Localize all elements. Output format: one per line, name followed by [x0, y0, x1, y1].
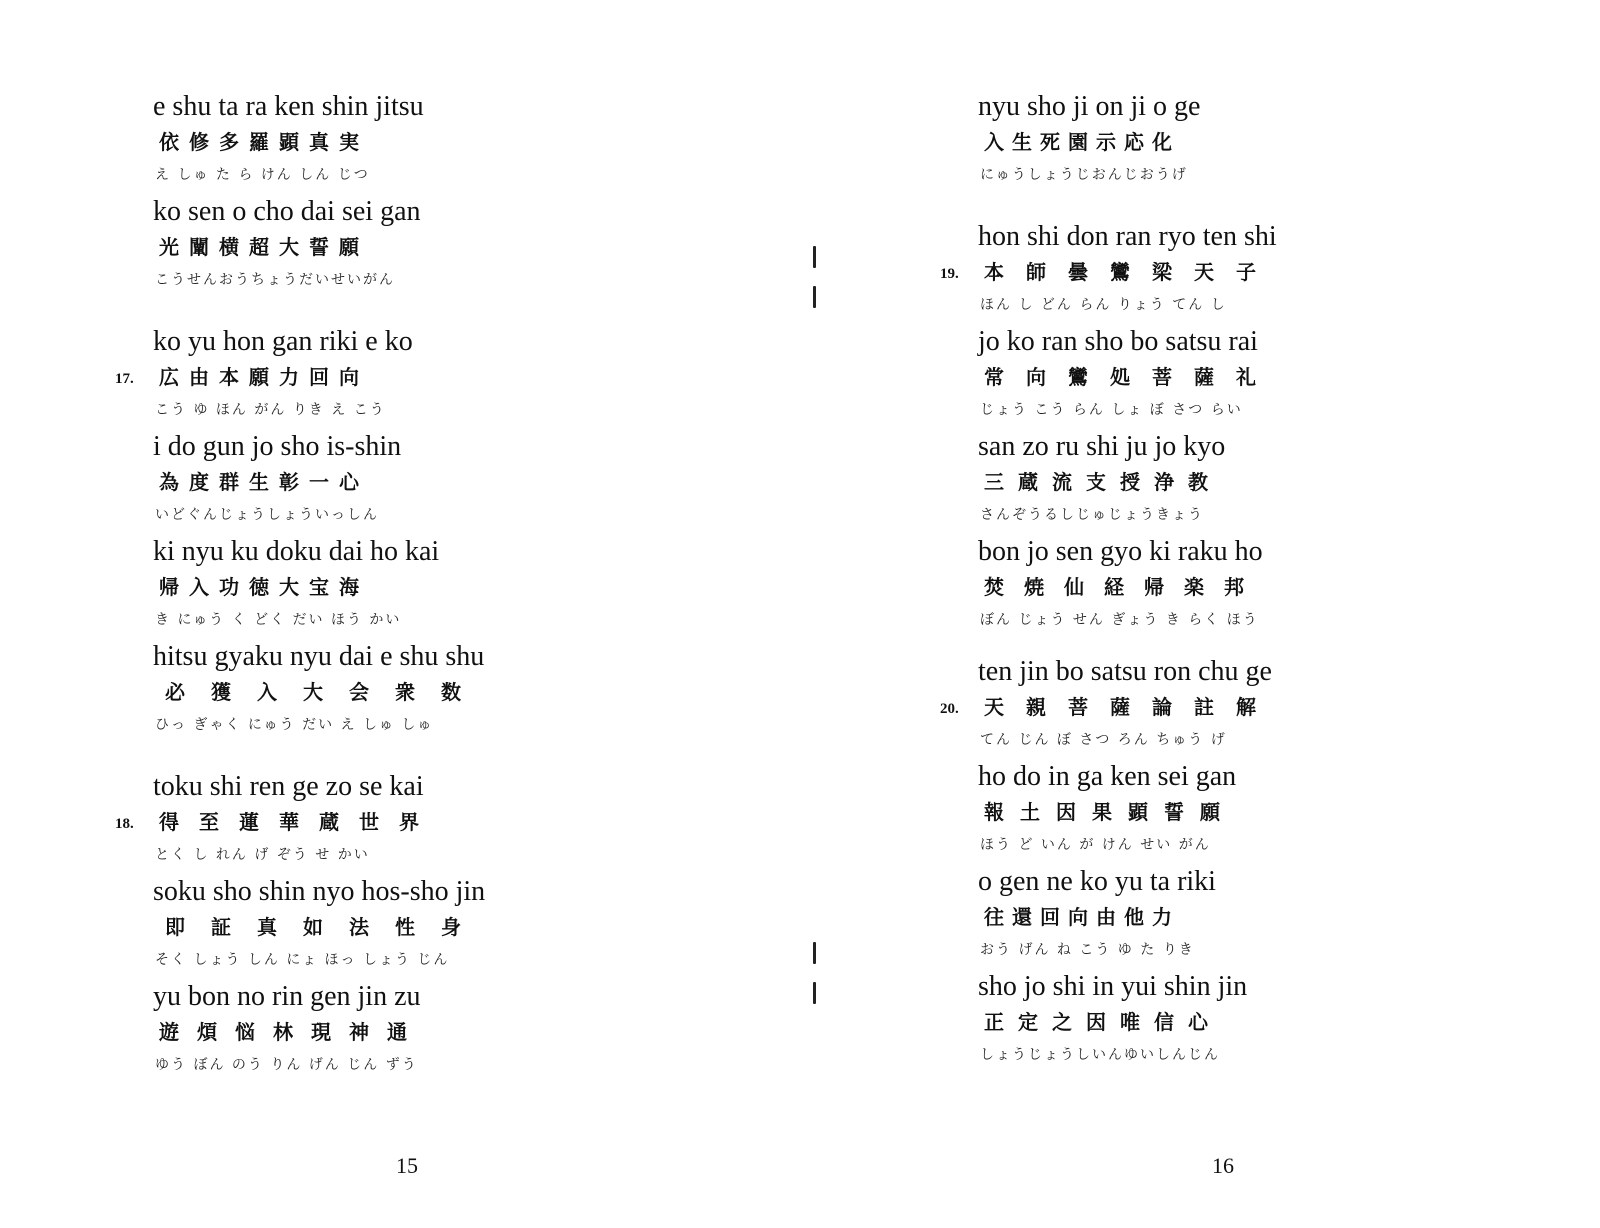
kanji-text: 光闡横超大誓願: [159, 235, 369, 259]
kana-text: さんぞうるしじゅじょうきょう: [980, 507, 1204, 523]
verse-number: 17.: [115, 371, 134, 387]
kana-text: てん じん ぼ さつ ろん ちゅう げ: [980, 732, 1227, 748]
romaji-text: i do gun jo sho is-shin: [153, 431, 402, 462]
kanji-text: 広由本願力回向: [159, 365, 369, 389]
romaji-text: ko yu hon gan riki e ko: [153, 326, 413, 357]
kanji-text: 常向鸞処菩薩礼: [984, 365, 1278, 389]
kanji-text: 報土因果顕誓願: [984, 800, 1236, 824]
kanji-text: 入生死園示応化: [984, 130, 1180, 154]
kana-text: いどぐんじょうしょういっしん: [155, 507, 379, 523]
verse-number: 18.: [115, 816, 134, 832]
romaji-text: o gen ne ko yu ta riki: [978, 866, 1216, 897]
kana-text: こう ゆ ほん がん りき え こう: [155, 402, 386, 418]
kana-text: おう げん ね こう ゆ た りき: [980, 942, 1195, 958]
kanji-text: 依修多羅顕真実: [159, 130, 369, 154]
kana-text: にゅうしょうじおんじおうげ: [980, 167, 1188, 183]
romaji-text: ko sen o cho dai sei gan: [153, 196, 421, 227]
page-number: 15: [396, 1153, 418, 1178]
romaji-text: soku sho shin nyo hos-sho jin: [153, 876, 486, 907]
romaji-text: bon jo sen gyo ki raku ho: [978, 536, 1263, 567]
romaji-text: hitsu gyaku nyu dai e shu shu: [153, 641, 485, 672]
kanji-text: 帰入功徳大宝海: [159, 575, 369, 599]
kanji-text: 即証真如法性身: [165, 915, 487, 939]
kana-text: こうせんおうちょうだいせいがん: [155, 272, 395, 288]
romaji-text: hon shi don ran ryo ten shi: [978, 221, 1277, 252]
kanji-text: 遊煩悩林現神通: [159, 1020, 425, 1044]
romaji-text: nyu sho ji on ji o ge: [978, 91, 1201, 122]
kana-text: ゆう ぼん のう りん げん じん ずう: [155, 1057, 418, 1073]
kana-text: ひっ ぎゃく にゅう だい え しゅ しゅ: [155, 717, 434, 733]
romaji-text: ten jin bo satsu ron chu ge: [978, 656, 1272, 687]
kana-text: じょう こう らん しょ ぼ さつ らい: [980, 402, 1243, 418]
kana-text: とく し れん げ ぞう せ かい: [155, 847, 370, 863]
verse-number: 20.: [940, 701, 959, 717]
kanji-text: 焚焼仙経帰楽邦: [984, 575, 1264, 599]
romaji-text: ho do in ga ken sei gan: [978, 761, 1237, 792]
kana-text: しょうじょうしいんゆいしんじん: [980, 1047, 1220, 1063]
romaji-text: jo ko ran sho bo satsu rai: [978, 326, 1258, 357]
romaji-text: yu bon no rin gen jin zu: [153, 981, 421, 1012]
kana-text: ほう ど いん が けん せい がん: [980, 837, 1211, 853]
romaji-text: sho jo shi in yui shin jin: [978, 971, 1248, 1002]
kanji-text: 必獲入大会衆数: [165, 680, 487, 704]
romaji-text: ki nyu ku doku dai ho kai: [153, 536, 440, 567]
kanji-text: 為度群生彰一心: [159, 470, 369, 494]
page-number: 16: [1212, 1153, 1234, 1178]
kanji-text: 正定之因唯信心: [984, 1010, 1222, 1034]
verse-number: 19.: [940, 266, 959, 282]
romaji-text: e shu ta ra ken shin jitsu: [153, 91, 424, 122]
kanji-text: 本師曇鸞梁天子: [984, 260, 1278, 284]
kanji-text: 得至蓮華蔵世界: [159, 810, 439, 834]
kanji-text: 三蔵流支授浄教: [984, 470, 1222, 494]
kanji-text: 往還回向由他力: [984, 905, 1180, 929]
kana-text: ぼん じょう せん ぎょう き らく ほう: [980, 612, 1259, 628]
right-page: [800, 0, 1600, 1228]
kana-text: え しゅ た ら けん しん じつ: [155, 167, 370, 183]
kana-text: そく しょう しん にょ ほっ しょう じん: [155, 952, 450, 968]
kana-text: ほん し どん らん りょう てん し: [980, 297, 1227, 313]
kana-text: き にゅう く どく だい ほう かい: [155, 612, 402, 628]
romaji-text: toku shi ren ge zo se kai: [153, 771, 424, 802]
romaji-text: san zo ru shi ju jo kyo: [978, 431, 1226, 462]
kanji-text: 天親菩薩論註解: [984, 695, 1278, 719]
